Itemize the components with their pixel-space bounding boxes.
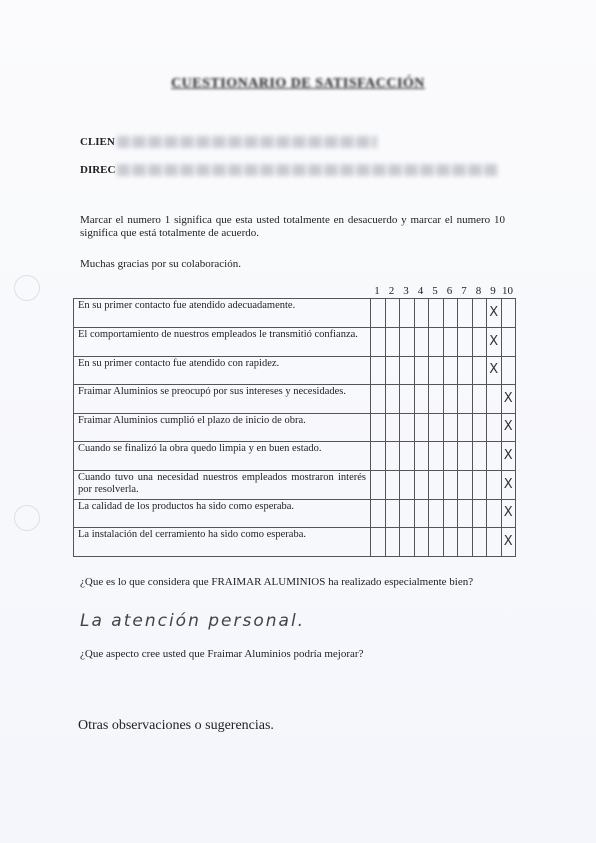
rating-cell-1[interactable] — [371, 442, 386, 471]
rating-cell-3[interactable] — [400, 357, 415, 385]
observations-label: Otras observaciones o sugerencias. — [78, 718, 274, 733]
rating-cell-8[interactable] — [472, 357, 487, 385]
rating-cell-8[interactable] — [472, 528, 487, 557]
table-row — [74, 385, 516, 414]
question-cell: La instalación del cerramiento ha sido como esperaba. — [74, 528, 371, 557]
rating-cell-5[interactable] — [429, 500, 444, 528]
thanks-text: Muchas gracias por su colaboración. — [80, 258, 241, 270]
client-value-redacted — [117, 136, 377, 148]
scale-number: 10 — [502, 285, 513, 297]
rating-cell-1[interactable] — [371, 299, 386, 328]
table-row — [74, 471, 516, 500]
address-label: DIREC — [80, 164, 116, 176]
scale-number: 8 — [475, 285, 482, 297]
table-row — [74, 357, 516, 385]
scale-number: 9 — [490, 285, 496, 297]
rating-cell-9[interactable] — [487, 328, 502, 357]
rating-cell-2[interactable] — [385, 500, 400, 528]
rating-cell-5[interactable] — [429, 471, 444, 500]
rating-cell-3[interactable] — [400, 528, 415, 557]
scale-number: 5 — [432, 285, 438, 297]
rating-cell-3[interactable] — [400, 299, 415, 328]
rating-cell-10[interactable] — [501, 328, 516, 357]
rating-cell-9[interactable] — [487, 528, 502, 557]
question-cell: La calidad de los productos ha sido como esperaba. — [74, 500, 371, 528]
rating-cell-9[interactable] — [487, 357, 502, 385]
rating-cell-9[interactable] — [487, 471, 502, 500]
rating-cell-3[interactable] — [400, 442, 415, 471]
scale-number: 2 — [388, 285, 395, 297]
check-mark: X — [489, 362, 499, 377]
rating-cell-9[interactable] — [487, 385, 502, 414]
rating-cell-9[interactable] — [487, 299, 502, 328]
rating-cell-2[interactable] — [385, 528, 400, 557]
rating-cell-10[interactable] — [501, 357, 516, 385]
rating-cell-5[interactable] — [429, 528, 444, 557]
scale-number: 4 — [417, 285, 424, 297]
rating-cell-6[interactable] — [443, 471, 458, 500]
rating-cell-10[interactable] — [501, 414, 516, 442]
question-cell: En su primer contacto fue atendido con rapidez. — [74, 357, 371, 385]
rating-cell-7[interactable] — [458, 299, 473, 328]
rating-cell-6[interactable] — [443, 357, 458, 385]
rating-table — [73, 298, 516, 557]
rating-cell-9[interactable] — [487, 414, 502, 442]
address-field — [80, 164, 497, 176]
rating-cell-3[interactable] — [400, 500, 415, 528]
scale-number: 3 — [403, 285, 409, 297]
check-mark: X — [489, 304, 499, 320]
rating-cell-2[interactable] — [385, 385, 400, 414]
instructions-text: Marcar el numero 1 significa que esta usted totalmente en desacuerdo y marcar el numero 10 significa que está totalmente de acuerdo. — [80, 214, 505, 239]
question-cell: Cuando se finalizó la obra quedo limpia y en buen estado. — [74, 442, 371, 471]
rating-cell-7[interactable] — [458, 328, 473, 357]
rating-cell-7[interactable] — [458, 385, 473, 414]
check-mark: X — [503, 476, 513, 492]
rating-cell-8[interactable] — [472, 299, 487, 328]
rating-cell-8[interactable] — [472, 500, 487, 528]
rating-cell-8[interactable] — [472, 471, 487, 500]
handwritten-answer: La atención personal. — [80, 611, 306, 631]
rating-cell-4[interactable] — [414, 357, 429, 385]
rating-cell-10[interactable] — [501, 471, 516, 500]
rating-cell-5[interactable] — [429, 414, 444, 442]
rating-cell-5[interactable] — [429, 357, 444, 385]
rating-cell-6[interactable] — [443, 528, 458, 557]
question-cell: El comportamiento de nuestros empleados le transmitió confianza. — [74, 328, 371, 357]
rating-cell-10[interactable] — [501, 500, 516, 528]
rating-cell-10[interactable] — [501, 299, 516, 328]
rating-cell-5[interactable] — [429, 328, 444, 357]
rating-cell-6[interactable] — [443, 299, 458, 328]
rating-cell-7[interactable] — [458, 500, 473, 528]
rating-cell-7[interactable] — [458, 471, 473, 500]
rating-cell-1[interactable] — [371, 328, 386, 357]
question-cell: Cuando tuvo una necesidad nuestros empleados mostraron interés por resolverla. — [74, 471, 371, 500]
rating-cell-6[interactable] — [443, 414, 458, 442]
rating-cell-2[interactable] — [385, 357, 400, 385]
question-done-well: ¿Que es lo que considera que FRAIMAR ALUMINIOS ha realizado especialmente bien? — [80, 576, 474, 588]
rating-cell-10[interactable] — [501, 528, 516, 557]
rating-cell-7[interactable] — [458, 357, 473, 385]
question-cell: En su primer contacto fue atendido adecuadamente. — [74, 299, 371, 328]
question-cell: Fraimar Aluminios cumplió el plazo de inicio de obra. — [74, 414, 371, 442]
rating-cell-8[interactable] — [472, 385, 487, 414]
rating-cell-4[interactable] — [414, 414, 429, 442]
rating-cell-2[interactable] — [385, 442, 400, 471]
rating-cell-6[interactable] — [443, 385, 458, 414]
rating-cell-8[interactable] — [472, 328, 487, 357]
rating-cell-2[interactable] — [385, 299, 400, 328]
check-mark: X — [503, 447, 513, 463]
rating-cell-2[interactable] — [385, 328, 400, 357]
table-row — [74, 528, 516, 557]
rating-cell-1[interactable] — [371, 385, 386, 414]
table-row — [74, 500, 516, 528]
table-row — [74, 414, 516, 442]
rating-cell-8[interactable] — [472, 442, 487, 471]
rating-cell-10[interactable] — [501, 385, 516, 414]
rating-cell-1[interactable] — [371, 357, 386, 385]
table-row — [74, 442, 516, 471]
rating-cell-4[interactable] — [414, 471, 429, 500]
rating-cell-1[interactable] — [371, 414, 386, 442]
rating-cell-6[interactable] — [443, 500, 458, 528]
address-value-redacted — [117, 164, 497, 176]
client-field — [80, 136, 377, 148]
rating-cell-2[interactable] — [385, 471, 400, 500]
rating-cell-9[interactable] — [487, 442, 502, 471]
rating-cell-3[interactable] — [400, 414, 415, 442]
rating-cell-7[interactable] — [458, 442, 473, 471]
table-row — [74, 299, 516, 328]
scale-number: 1 — [374, 285, 380, 297]
rating-cell-3[interactable] — [400, 385, 415, 414]
rating-cell-4[interactable] — [414, 528, 429, 557]
check-mark: X — [503, 533, 513, 549]
client-label: CLIEN — [80, 136, 115, 148]
check-mark: X — [503, 505, 513, 520]
rating-cell-10[interactable] — [501, 442, 516, 471]
rating-cell-8[interactable] — [472, 414, 487, 442]
rating-cell-4[interactable] — [414, 385, 429, 414]
rating-cell-7[interactable] — [458, 414, 473, 442]
rating-cell-4[interactable] — [414, 299, 429, 328]
rating-cell-9[interactable] — [487, 500, 502, 528]
check-mark: X — [489, 333, 499, 349]
page-title: CUESTIONARIO DE SATISFACCIÓN — [171, 76, 425, 91]
rating-cell-1[interactable] — [371, 528, 386, 557]
rating-cell-6[interactable] — [443, 442, 458, 471]
rating-cell-5[interactable] — [429, 299, 444, 328]
punch-hole — [14, 505, 40, 531]
question-improve: ¿Que aspecto cree usted que Fraimar Aluminios podría mejorar? — [80, 648, 364, 660]
rating-cell-6[interactable] — [443, 328, 458, 357]
rating-cell-3[interactable] — [400, 328, 415, 357]
question-cell: Fraimar Aluminios se preocupó por sus intereses y necesidades. — [74, 385, 371, 414]
rating-cell-7[interactable] — [458, 528, 473, 557]
rating-cell-3[interactable] — [400, 471, 415, 500]
rating-cell-4[interactable] — [414, 500, 429, 528]
rating-cell-5[interactable] — [429, 442, 444, 471]
scale-number: 7 — [461, 285, 467, 297]
rating-cell-1[interactable] — [371, 471, 386, 500]
rating-cell-1[interactable] — [371, 500, 386, 528]
rating-cell-4[interactable] — [414, 442, 429, 471]
rating-cell-5[interactable] — [429, 385, 444, 414]
punch-hole — [14, 275, 40, 301]
scale-number: 6 — [446, 285, 453, 297]
check-mark: X — [503, 419, 513, 434]
table-row — [74, 328, 516, 357]
check-mark: X — [503, 390, 513, 406]
rating-cell-4[interactable] — [414, 328, 429, 357]
rating-cell-2[interactable] — [385, 414, 400, 442]
